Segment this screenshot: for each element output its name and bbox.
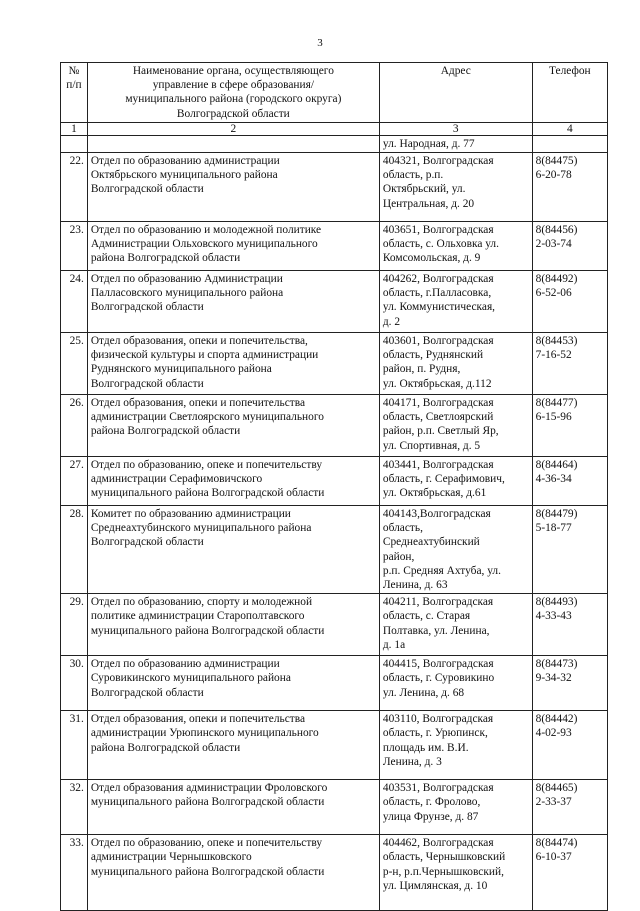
table-row xyxy=(61,780,608,835)
row-phone: 8(84475) 6-20-78 xyxy=(532,153,607,222)
column-number: 4 xyxy=(532,122,607,135)
row-number: 25. xyxy=(61,333,88,395)
row-phone: 8(84479) 5-18-77 xyxy=(532,506,607,594)
page-number: 3 xyxy=(317,37,323,49)
header-num: № п/п xyxy=(61,63,88,123)
row-phone: 8(84474) 6-10-37 xyxy=(532,835,607,911)
table-row xyxy=(61,395,608,457)
row-organization-name: Комитет по образованию администрации Среднеахтубинского муниципального района Волгоградской области xyxy=(87,506,379,594)
empty-cell xyxy=(87,135,379,152)
row-organization-name: Отдел по образованию, опеке и попечительству администрации Серафимовичского муниципального района Волгоградской области xyxy=(87,457,379,506)
row-address: 404143,Волгоградская область, Среднеахтубинский район, р.п. Средняя Ахтуба, ул. Ленина, д. 63 xyxy=(379,506,532,594)
table-row xyxy=(61,153,608,222)
row-address: 403601, Волгоградская область, Руднянский район, п. Рудня, ул. Октябрьская, д.112 xyxy=(379,333,532,395)
empty-cell xyxy=(532,135,607,152)
row-number: 28. xyxy=(61,506,88,594)
row-number: 31. xyxy=(61,711,88,780)
continuation-address: ул. Народная, д. 77 xyxy=(379,135,532,152)
table-row xyxy=(61,711,608,780)
row-number: 29. xyxy=(61,594,88,656)
row-phone: 8(84456) 2-03-74 xyxy=(532,222,607,271)
row-address: 404462, Волгоградская область, Чернышковский р-н, р.п.Чернышковский, ул. Цимлянская, д. 10 xyxy=(379,835,532,911)
header-phone: Телефон xyxy=(532,63,607,123)
row-organization-name: Отдел по образованию, опеке и попечительству администрации Чернышковского муниципального района Волгоградской области xyxy=(87,835,379,911)
column-number: 3 xyxy=(379,122,532,135)
row-phone: 8(84473) 9-34-32 xyxy=(532,656,607,711)
row-number: 30. xyxy=(61,656,88,711)
row-phone: 8(84493) 4-33-43 xyxy=(532,594,607,656)
row-address: 403651, Волгоградская область, с. Ольховка ул. Комсомольская, д. 9 xyxy=(379,222,532,271)
row-number: 26. xyxy=(61,395,88,457)
row-address: 404211, Волгоградская область, с. Старая Полтавка, ул. Ленина, д. 1а xyxy=(379,594,532,656)
table-row xyxy=(61,656,608,711)
row-number: 24. xyxy=(61,271,88,333)
row-number: 27. xyxy=(61,457,88,506)
table-row xyxy=(61,457,608,506)
row-address: 404321, Волгоградская область, р.п. Октябрьский, ул. Центральная, д. 20 xyxy=(379,153,532,222)
table-row xyxy=(61,271,608,333)
education-authorities-table xyxy=(60,62,608,911)
row-address: 403441, Волгоградская область, г. Серафимович, ул. Октябрьская, д.61 xyxy=(379,457,532,506)
row-number: 33. xyxy=(61,835,88,911)
row-address: 404415, Волгоградская область, г. Суровикино ул. Ленина, д. 68 xyxy=(379,656,532,711)
row-phone: 8(84464) 4-36-34 xyxy=(532,457,607,506)
header-address: Адрес xyxy=(379,63,532,123)
column-number: 1 xyxy=(61,122,88,135)
row-number: 23. xyxy=(61,222,88,271)
row-number: 22. xyxy=(61,153,88,222)
row-number: 32. xyxy=(61,780,88,835)
row-organization-name: Отдел по образованию и молодежной политике Администрации Ольховского муниципального района Волгоградской области xyxy=(87,222,379,271)
row-organization-name: Отдел образования администрации Фроловского муниципального района Волгоградской области xyxy=(87,780,379,835)
table-row xyxy=(61,594,608,656)
row-organization-name: Отдел по образованию, спорту и молодежной политике администрации Старополтавского муниципального района Волгоградской области xyxy=(87,594,379,656)
row-phone: 8(84492) 6-52-06 xyxy=(532,271,607,333)
table-row xyxy=(61,835,608,911)
header-name: Наименование органа, осуществляющего управление в сфере образования/ муниципального района (городского округа) Волгоградской области xyxy=(87,63,379,123)
column-numbers-row xyxy=(61,122,608,135)
table-header-row xyxy=(61,63,608,123)
continuation-row xyxy=(61,135,608,152)
row-organization-name: Отдел по образованию администрации Октябрьского муниципального района Волгоградской области xyxy=(87,153,379,222)
table-row xyxy=(61,222,608,271)
table-body xyxy=(61,153,608,911)
row-address: 403110, Волгоградская область, г. Урюпинск, площадь им. В.И. Ленина, д. 3 xyxy=(379,711,532,780)
row-address: 404262, Волгоградская область, г.Палласовка, ул. Коммунистическая, д. 2 xyxy=(379,271,532,333)
row-organization-name: Отдел по образованию администрации Суровикинского муниципального района Волгоградской области xyxy=(87,656,379,711)
row-phone: 8(84453) 7-16-52 xyxy=(532,333,607,395)
row-organization-name: Отдел образования, опеки и попечительства, физической культуры и спорта администрации Руднянского муниципального района Волгоградской области xyxy=(87,333,379,395)
row-organization-name: Отдел по образованию Администрации Палласовского муниципального района Волгоградской области xyxy=(87,271,379,333)
row-organization-name: Отдел образования, опеки и попечительства администрации Урюпинского муниципального района Волгоградской области xyxy=(87,711,379,780)
row-organization-name: Отдел образования, опеки и попечительства администрации Светлоярского муниципального района Волгоградской области xyxy=(87,395,379,457)
row-phone: 8(84442) 4-02-93 xyxy=(532,711,607,780)
row-phone: 8(84477) 6-15-96 xyxy=(532,395,607,457)
column-number: 2 xyxy=(87,122,379,135)
table-row xyxy=(61,506,608,594)
table-row xyxy=(61,333,608,395)
row-address: 404171, Волгоградская область, Светлоярский район, р.п. Светлый Яр, ул. Спортивная, д. 5 xyxy=(379,395,532,457)
row-phone: 8(84465) 2-33-37 xyxy=(532,780,607,835)
row-address: 403531, Волгоградская область, г. Фролово, улица Фрунзе, д. 87 xyxy=(379,780,532,835)
empty-cell xyxy=(61,135,88,152)
